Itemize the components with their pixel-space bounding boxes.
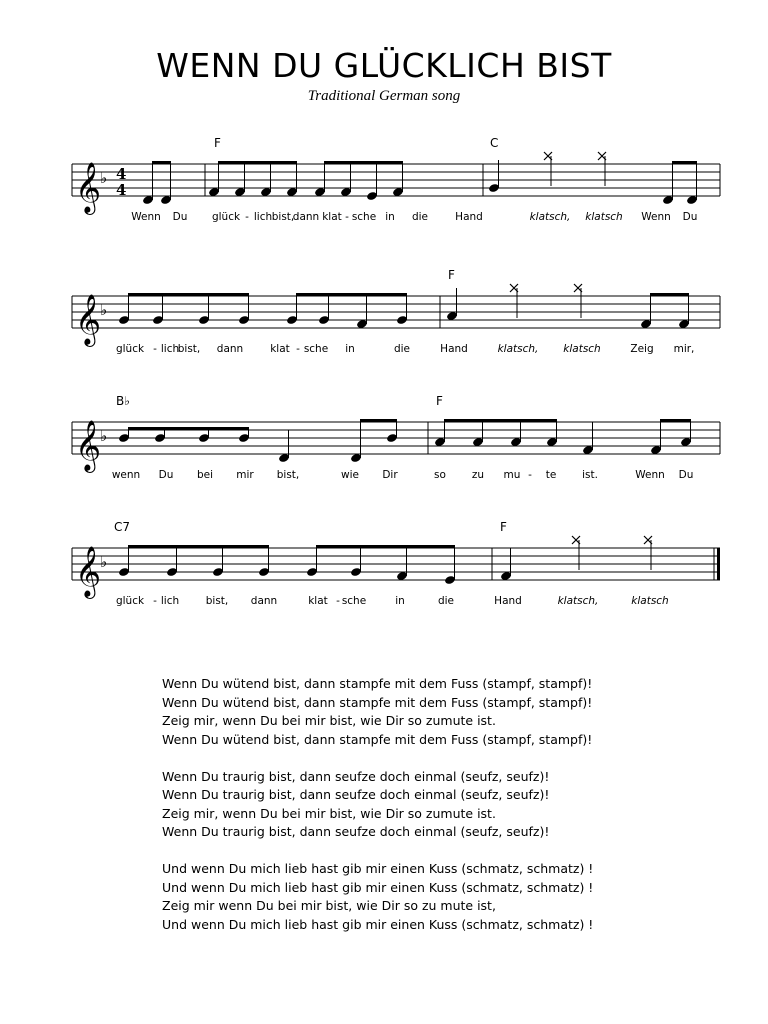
lyric-syllable: - (153, 343, 157, 355)
time-signature-bottom: 4 (116, 181, 127, 199)
verse-line: Und wenn Du mich lieb hast gib mir einen Kuss (schmatz, schmatz) ! (162, 916, 594, 932)
note-beam (128, 293, 249, 296)
lyric-syllable: glück (115, 595, 145, 607)
lyric-syllable: wenn (111, 469, 141, 481)
verse-line: Und wenn Du mich lieb hast gib mir einen Kuss (schmatz, schmatz) ! (162, 879, 594, 895)
lyric-syllable: die (411, 211, 429, 223)
lyric-syllable: lich (253, 211, 273, 223)
lyric-syllable: - (345, 211, 349, 223)
lyric-syllable: klat (308, 595, 328, 607)
lyric-syllable: klat (322, 211, 342, 223)
lyric-syllable: Wenn (131, 211, 161, 223)
chord-symbol: F (214, 136, 221, 150)
lyric-syllable: bei (196, 469, 214, 481)
lyric-syllable: Wenn (635, 469, 665, 481)
final-barline-thick (717, 548, 720, 580)
lyric-syllable: dann (216, 343, 244, 355)
lyric-syllable: Du (172, 211, 188, 223)
lyric-syllable: in (385, 211, 395, 223)
treble-clef-icon: 𝄞 (75, 294, 102, 345)
lyric-syllable: Dir (382, 469, 398, 481)
lyric-syllable: klatsch (631, 595, 669, 607)
music-system-1 (72, 136, 720, 223)
lyric-syllable: klatsch (585, 211, 623, 223)
verse-stanza-1 (162, 675, 682, 749)
lyric-syllable: lich (160, 343, 180, 355)
lyric-syllable: bist, (205, 595, 229, 607)
note-beam (128, 545, 269, 548)
verse-line: Wenn Du traurig bist, dann seufze doch einmal (seufz, seufz)! (162, 768, 550, 784)
note-beam (650, 293, 689, 296)
lyric-syllable: mir (236, 469, 254, 481)
chord-symbol: F (500, 520, 507, 534)
verse-line: Wenn Du wütend bist, dann stampfe mit dem Fuss (stampf, stampf)! (162, 731, 593, 747)
chord-symbol: C7 (114, 520, 131, 534)
lyric-syllable: - (153, 595, 157, 607)
verse-stanza-2 (162, 768, 682, 842)
lyric-syllable: klatsch (563, 343, 601, 355)
lyric-syllable: in (345, 343, 355, 355)
lyric-syllable: sche (341, 595, 367, 607)
note-beam (296, 293, 407, 296)
flat-key-signature-icon: ♭ (100, 427, 108, 445)
note-beam (316, 545, 455, 548)
verse-line: Wenn Du wütend bist, dann stampfe mit dem Fuss (stampf, stampf)! (162, 694, 593, 710)
chord-symbol: F (436, 394, 443, 408)
lyric-syllable: zu (471, 469, 485, 481)
note-beam (672, 161, 697, 164)
lyric-syllable: Hand (440, 343, 468, 355)
lyric-syllable: die (393, 343, 411, 355)
song-subtitle: Traditional German song (307, 88, 461, 104)
lyric-syllable: klatsch, (557, 595, 599, 607)
verse-line: Wenn Du wütend bist, dann stampfe mit dem Fuss (stampf, stampf)! (162, 676, 593, 691)
song-title: WENN DU GLÜCKLICH BIST (156, 46, 612, 85)
verse-line: Wenn Du traurig bist, dann seufze doch einmal (seufz, seufz)! (162, 787, 550, 802)
verse-line: Wenn Du traurig bist, dann seufze doch einmal (seufz, seufz)! (162, 824, 550, 839)
lyric-syllable: in (395, 595, 405, 607)
note-beam (660, 419, 691, 422)
lyric-syllable: glück (211, 211, 241, 223)
lyric-syllable: bist, (271, 211, 295, 223)
lyric-syllable: so (434, 469, 446, 481)
flat-key-signature-icon: ♭ (100, 169, 108, 187)
lyric-syllable: - (528, 469, 532, 481)
verse-lyrics (162, 675, 682, 953)
lyric-syllable: Zeig (630, 343, 654, 355)
lyric-syllable: dann (250, 595, 278, 607)
treble-clef-icon: 𝄞 (75, 420, 102, 471)
verse-stanza-3 (162, 860, 682, 934)
music-system-3 (72, 394, 720, 481)
lyric-syllable: sche (303, 343, 329, 355)
lyric-syllable: - (336, 595, 340, 607)
lyric-syllable: te (545, 469, 557, 481)
lyric-syllable: mir, (673, 343, 695, 355)
lyric-syllable: Du (678, 469, 694, 481)
lyric-syllable: bist, (177, 343, 201, 355)
note-beam (218, 161, 297, 164)
verse-line: Und wenn Du mich lieb hast gib mir einen Kuss (schmatz, schmatz) ! (162, 861, 594, 876)
flat-key-signature-icon: ♭ (100, 301, 108, 319)
chord-symbol: C (490, 136, 499, 150)
note-beam (128, 427, 249, 430)
lyric-syllable: - (296, 343, 300, 355)
lyric-syllable: klatsch, (529, 211, 571, 223)
lyric-syllable: wie (341, 469, 359, 481)
treble-clef-icon: 𝄞 (75, 162, 102, 213)
note-beam (152, 161, 171, 164)
lyric-syllable: ist. (582, 469, 598, 481)
lyric-syllable: Hand (494, 595, 522, 607)
lyric-syllable: - (245, 211, 249, 223)
verse-line: Zeig mir, wenn Du bei mir bist, wie Dir so zumute ist. (162, 805, 496, 821)
lyric-syllable: bist, (276, 469, 300, 481)
treble-clef-icon: 𝄞 (75, 546, 102, 597)
lyric-syllable: Du (682, 211, 698, 223)
lyric-syllable: die (437, 595, 455, 607)
flat-key-signature-icon: ♭ (100, 553, 108, 571)
lyric-syllable: sche (351, 211, 377, 223)
lyric-syllable: Du (158, 469, 174, 481)
note-beam (444, 419, 557, 422)
note-beam (360, 419, 397, 422)
lyric-syllable: Wenn (641, 211, 671, 223)
music-system-2 (72, 268, 720, 355)
lyric-syllable: glück (115, 343, 145, 355)
chord-symbol: F (448, 268, 455, 282)
verse-line: Zeig mir, wenn Du bei mir bist, wie Dir so zumute ist. (162, 713, 496, 728)
lyric-syllable: dann (292, 211, 320, 223)
lyric-syllable: Hand (455, 211, 483, 223)
lyric-syllable: lich (160, 595, 180, 607)
lyric-syllable: klat (270, 343, 290, 355)
lyric-syllable: mu (503, 469, 521, 481)
note-beam (324, 161, 403, 164)
music-system-4 (72, 520, 720, 607)
chord-symbol: B♭ (116, 394, 130, 408)
verse-line: Zeig mir wenn Du bei mir bist, wie Dir so zu mute ist, (162, 898, 496, 913)
lyric-syllable: klatsch, (497, 343, 539, 355)
time-signature-top: 4 (116, 165, 127, 183)
